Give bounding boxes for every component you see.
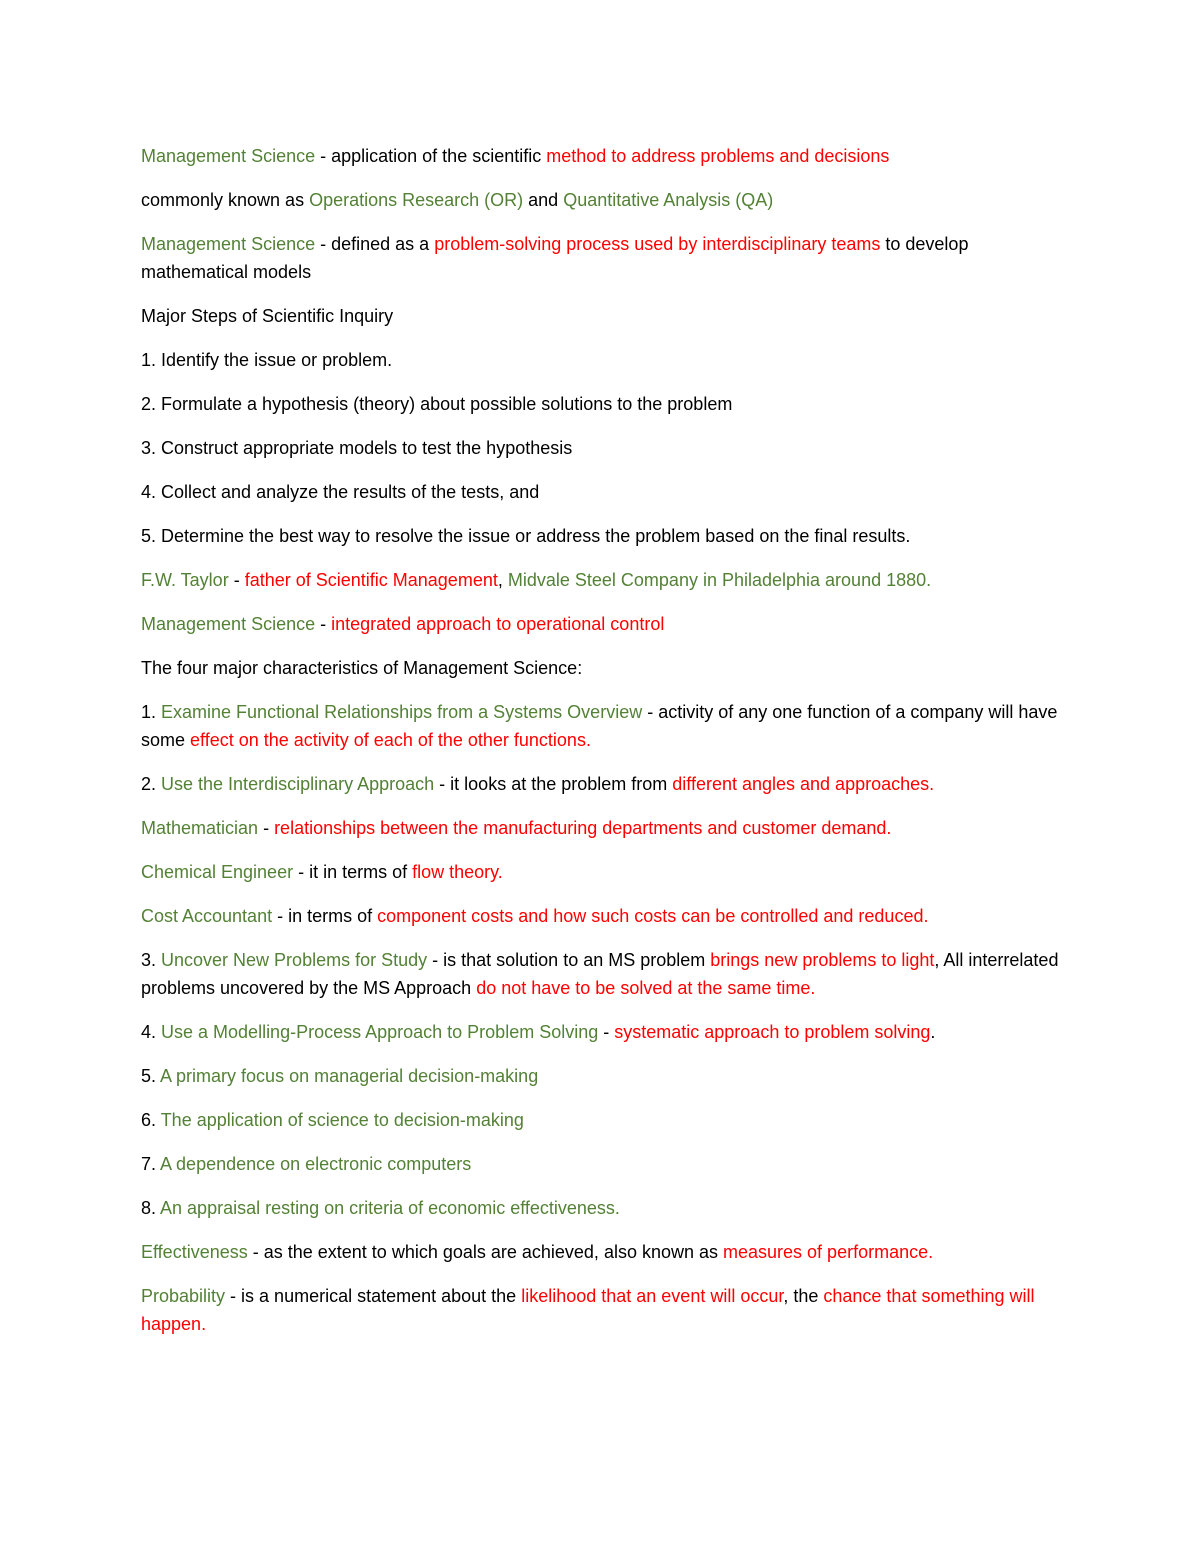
document-body xyxy=(141,142,1071,1354)
paragraph xyxy=(141,1194,1071,1222)
body-text: , xyxy=(497,570,508,590)
body-text: 4. xyxy=(141,1022,162,1042)
highlight-text: systematic approach to problem solving xyxy=(614,1022,931,1042)
paragraph xyxy=(141,522,1071,550)
highlight-text: problem-solving process used by interdisciplinary teams xyxy=(434,234,881,254)
highlight-text: relationships between the manufacturing departments and customer demand. xyxy=(274,818,892,838)
body-text: The four major characteristics of Management Science: xyxy=(141,658,583,678)
term-text: Chemical Engineer xyxy=(141,862,294,882)
term-text: Probability xyxy=(141,1286,226,1306)
body-text: - xyxy=(228,570,245,590)
paragraph xyxy=(141,1150,1071,1178)
paragraph xyxy=(141,1062,1071,1090)
highlight-text: likelihood that an event will occur xyxy=(521,1286,784,1306)
paragraph xyxy=(141,902,1071,930)
body-text: . xyxy=(930,1022,936,1042)
body-text: - it in terms of xyxy=(293,862,413,882)
body-text: Major Steps of Scientific Inquiry xyxy=(141,306,394,326)
paragraph xyxy=(141,698,1071,754)
body-text: - xyxy=(598,1022,615,1042)
body-text: 2. xyxy=(141,774,162,794)
highlight-text: chance that something will happen. xyxy=(141,1286,1035,1334)
body-text: commonly known as xyxy=(141,190,310,210)
body-text: - application of the scientific xyxy=(315,146,547,166)
term-text: Cost Accountant xyxy=(141,906,273,926)
term-text: Midvale Steel Company in Philadelphia around 1880. xyxy=(507,570,932,590)
body-text: 7. xyxy=(141,1154,161,1174)
highlight-text: father of Scientific Management xyxy=(244,570,498,590)
highlight-text: method to address problems and decisions xyxy=(546,146,890,166)
body-text: 3. xyxy=(141,950,162,970)
paragraph xyxy=(141,1238,1071,1266)
paragraph xyxy=(141,230,1071,286)
body-text: - it looks at the problem from xyxy=(434,774,673,794)
body-text: - defined as a xyxy=(315,234,435,254)
body-text: 2. Formulate a hypothesis (theory) about possible solutions to the problem xyxy=(141,394,733,414)
term-text: Effectiveness xyxy=(141,1242,248,1262)
term-text: Management Science xyxy=(141,614,316,634)
body-text: - activity of any one function of a company will have some xyxy=(141,702,1058,750)
body-text: 5. xyxy=(141,1066,161,1086)
paragraph xyxy=(141,434,1071,462)
term-text: Quantitative Analysis (QA) xyxy=(563,190,774,210)
body-text: 1. Identify the issue or problem. xyxy=(141,350,393,370)
body-text: - as the extent to which goals are achieved, also known as xyxy=(247,1242,724,1262)
paragraph xyxy=(141,390,1071,418)
body-text: , All interrelated problems uncovered by the MS Approach xyxy=(141,950,1059,998)
paragraph xyxy=(141,814,1071,842)
body-text: , the xyxy=(783,1286,824,1306)
term-text: A dependence on electronic computers xyxy=(160,1154,472,1174)
highlight-text: effect on the activity of each of the other functions. xyxy=(190,730,591,750)
body-text: to develop mathematical models xyxy=(141,234,969,282)
highlight-text: flow theory. xyxy=(412,862,503,882)
term-text: An appraisal resting on criteria of economic effectiveness. xyxy=(160,1198,620,1218)
body-text: 8. xyxy=(141,1198,161,1218)
paragraph xyxy=(141,654,1071,682)
paragraph xyxy=(141,1106,1071,1134)
term-text: A primary focus on managerial decision-making xyxy=(160,1066,539,1086)
paragraph xyxy=(141,142,1071,170)
term-text: Use the Interdisciplinary Approach xyxy=(161,774,435,794)
paragraph xyxy=(141,478,1071,506)
paragraph xyxy=(141,770,1071,798)
term-text: Examine Functional Relationships from a Systems Overview xyxy=(161,702,643,722)
term-text: Use a Modelling-Process Approach to Problem Solving xyxy=(161,1022,599,1042)
highlight-text: component costs and how such costs can be controlled and reduced. xyxy=(377,906,929,926)
paragraph xyxy=(141,858,1071,886)
term-text: Management Science xyxy=(141,234,316,254)
paragraph xyxy=(141,1282,1071,1338)
body-text: 4. Collect and analyze the results of the tests, and xyxy=(141,482,540,502)
highlight-text: do not have to be solved at the same time. xyxy=(476,978,816,998)
body-text: - xyxy=(315,614,332,634)
highlight-text: different angles and approaches. xyxy=(672,774,935,794)
term-text: Uncover New Problems for Study xyxy=(161,950,428,970)
body-text: - in terms of xyxy=(272,906,378,926)
body-text: 1. xyxy=(141,702,162,722)
term-text: Operations Research (OR) xyxy=(309,190,524,210)
highlight-text: measures of performance. xyxy=(723,1242,934,1262)
term-text: F.W. Taylor xyxy=(141,570,229,590)
paragraph xyxy=(141,1018,1071,1046)
paragraph xyxy=(141,610,1071,638)
term-text: Mathematician xyxy=(141,818,259,838)
body-text: - xyxy=(258,818,275,838)
paragraph xyxy=(141,186,1071,214)
paragraph xyxy=(141,346,1071,374)
highlight-text: integrated approach to operational control xyxy=(331,614,665,634)
body-text: and xyxy=(523,190,564,210)
body-text: - is a numerical statement about the xyxy=(225,1286,522,1306)
body-text: 5. Determine the best way to resolve the issue or address the problem based on the final results. xyxy=(141,526,911,546)
body-text: 3. Construct appropriate models to test the hypothesis xyxy=(141,438,573,458)
paragraph xyxy=(141,946,1071,1002)
term-text: Management Science xyxy=(141,146,316,166)
body-text: 6. xyxy=(141,1110,161,1130)
term-text: The application of science to decision-making xyxy=(160,1110,524,1130)
highlight-text: brings new problems to light xyxy=(710,950,935,970)
body-text: - is that solution to an MS problem xyxy=(427,950,711,970)
paragraph xyxy=(141,566,1071,594)
paragraph xyxy=(141,302,1071,330)
